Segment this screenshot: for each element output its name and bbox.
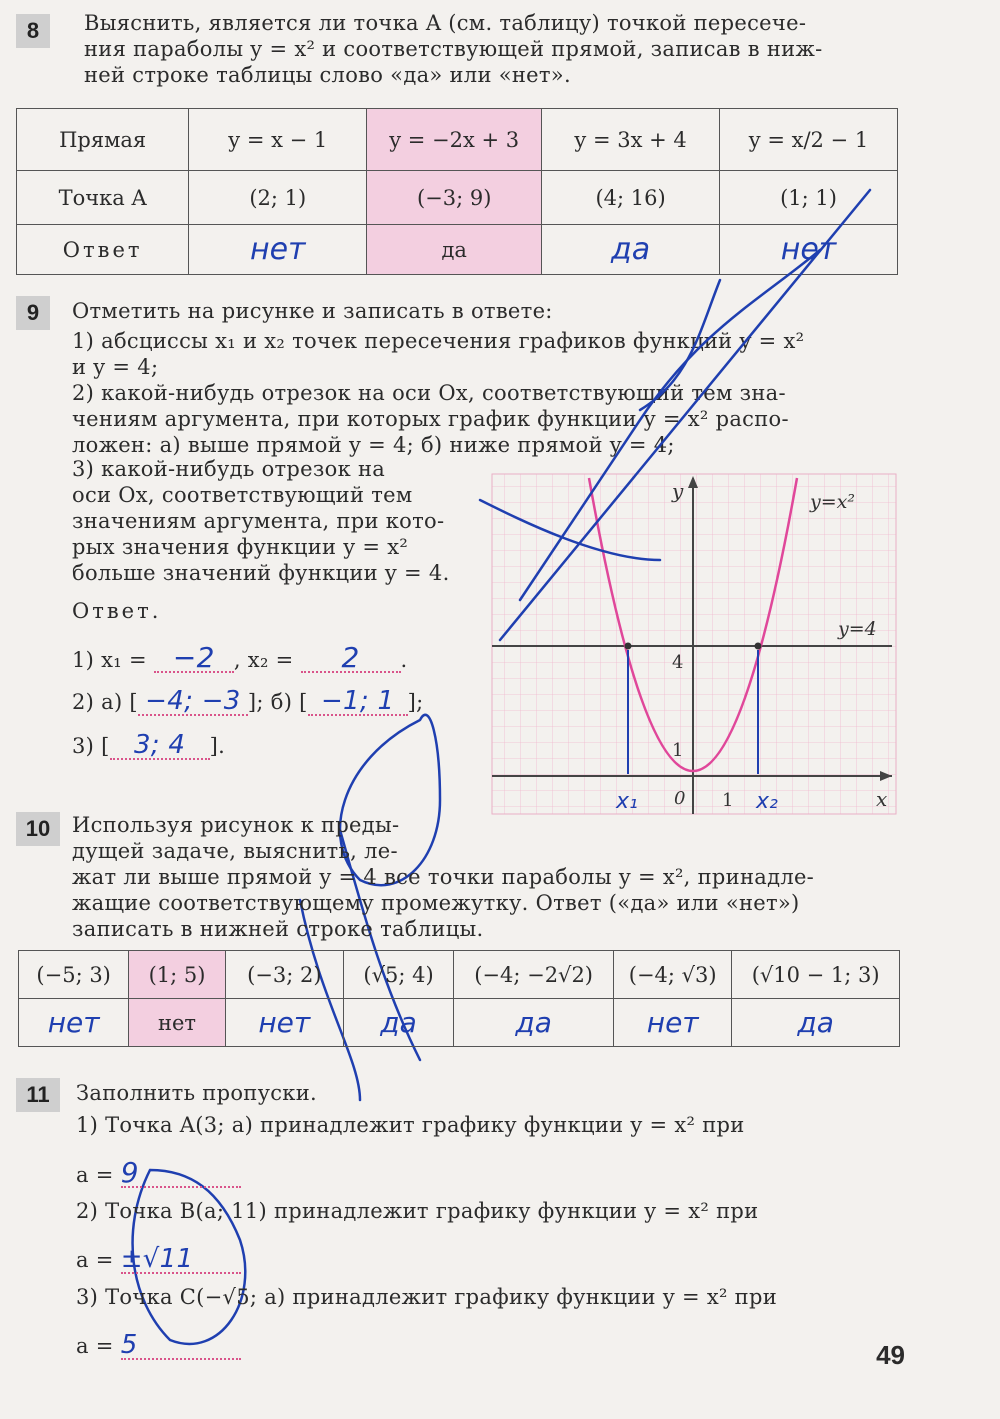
- answer-1: 1) x₁ = −2 , x₂ = 2 .: [72, 641, 408, 674]
- x2-field[interactable]: 2: [301, 645, 401, 673]
- parabola-label: y=x²: [810, 491, 855, 513]
- point-cell: (−4; −2√2): [454, 951, 614, 999]
- tick-0: 0: [674, 788, 686, 809]
- y-axis-label: y: [672, 479, 684, 503]
- task-9-item: ложен: а) выше прямой y = 4; б) ниже прямой y = 4;: [72, 433, 675, 457]
- x-axis-label: x: [876, 787, 888, 811]
- task-10-text-start: [72, 812, 402, 864]
- answer-cell: нет: [189, 225, 367, 275]
- task-11-item-3: 3) Точка C(−√5; a) принадлежит графику функции y = x² при: [76, 1285, 778, 1309]
- row-label: Точка A: [17, 171, 189, 225]
- point-cell: (−3; 9): [367, 171, 542, 225]
- point-cell: (1; 5): [129, 951, 225, 999]
- task-10-number: 10: [16, 812, 60, 846]
- point-cell: (−4; √3): [614, 951, 732, 999]
- task-9-number: 9: [16, 296, 50, 330]
- answer-3-field[interactable]: 5: [121, 1332, 241, 1360]
- task-10-line: Используя рисунок к преды-: [72, 813, 400, 837]
- pen-stroke: [500, 190, 870, 640]
- answer-cell: да: [732, 999, 900, 1047]
- hand-x1: x₁: [616, 789, 638, 814]
- task-10-line: жат ли выше прямой y = 4 все точки параболы y = x², принадле-: [72, 865, 815, 889]
- point-cell: (2; 1): [189, 171, 367, 225]
- point-cell: (1; 1): [720, 171, 898, 225]
- task-10-text-rest: [72, 864, 902, 942]
- point-cell: (√10 − 1; 3): [732, 951, 900, 999]
- a-label: a =: [76, 1163, 114, 1187]
- point-cell: (−3; 2): [225, 951, 343, 999]
- hand-x2: x₂: [756, 789, 778, 814]
- tick-1x: 1: [722, 790, 734, 811]
- answer-cell: да: [343, 999, 453, 1047]
- task-9-item3-line: рых значения функции y = x²: [72, 535, 409, 559]
- task-11-intro: Заполнить пропуски.: [76, 1081, 317, 1105]
- answer-cell: нет: [614, 999, 732, 1047]
- task-10-table: [18, 950, 900, 1047]
- tick-1: 1: [672, 740, 684, 761]
- x1-field[interactable]: −2: [154, 645, 234, 673]
- point-cell: (4; 16): [542, 171, 720, 225]
- answer-3-end: ].: [209, 734, 226, 758]
- pen-stroke: [480, 500, 660, 560]
- header-cell: Прямая: [17, 109, 189, 171]
- answer-2-prefix: 2) а) [: [72, 690, 138, 714]
- answer-2-mid: ]; б) [: [247, 690, 308, 714]
- task-9-item: и y = 4;: [72, 355, 159, 379]
- segment-3-field[interactable]: 3; 4: [110, 732, 210, 760]
- task-11-answer-2: [76, 1246, 241, 1274]
- segment-a-field[interactable]: −4; −3: [138, 688, 248, 716]
- answer-cell: нет: [129, 999, 225, 1047]
- task-10-line: жащие соответствующему промежутку. Ответ («да» или «нет»): [72, 891, 800, 915]
- task-10-line: записать в нижней строке таблицы.: [72, 917, 484, 941]
- task-9-item3-line: оси Ox, соответствующий тем: [72, 483, 413, 507]
- answer-cell: да: [454, 999, 614, 1047]
- task-9-item: 2) какой-нибудь отрезок на оси Ox, соответствующий тем зна-: [72, 381, 786, 405]
- task-11-item-1: 1) Точка A(3; a) принадлежит графику функции y = x² при: [76, 1113, 745, 1137]
- answer-cell: нет: [720, 225, 898, 275]
- segment-b-field[interactable]: −1; 1: [308, 688, 408, 716]
- task-8-line: ния параболы y = x² и соответствующей прямой, записав в ниж-: [84, 37, 823, 61]
- task-9-intro: Отметить на рисунке и записать в ответе:: [72, 299, 553, 323]
- task-11-number: 11: [16, 1078, 60, 1112]
- header-cell: y = 3x + 4: [542, 109, 720, 171]
- answer-2-field[interactable]: ±√11: [121, 1246, 241, 1274]
- answer-1-mid: , x₂ =: [233, 648, 294, 672]
- task-8-number: 8: [16, 14, 50, 48]
- task-9-item: чениям аргумента, при которых график функции y = x² распо-: [72, 407, 789, 431]
- answer-2-end: ];: [407, 690, 424, 714]
- task-10-line: дущей задаче, выяснить, ле-: [72, 839, 398, 863]
- line-label: y=4: [838, 618, 877, 640]
- a-label: a =: [76, 1248, 114, 1272]
- header-cell: y = x/2 − 1: [720, 109, 898, 171]
- row-label: Ответ: [17, 225, 189, 275]
- page-number: 49: [876, 1340, 905, 1370]
- answer-1-field[interactable]: 9: [121, 1160, 241, 1188]
- task-9-item3-line: значениям аргумента, при кото-: [72, 509, 445, 533]
- point-cell: (√5; 4): [343, 951, 453, 999]
- task-11-answer-1: [76, 1156, 241, 1189]
- task-9-item3-line: больше значений функции y = 4.: [72, 561, 450, 585]
- task-9-item3-line: 3) какой-нибудь отрезок на: [72, 457, 386, 481]
- header-cell: y = x − 1: [189, 109, 367, 171]
- pen-stroke: [520, 250, 820, 600]
- answer-1-prefix: 1) x₁ =: [72, 648, 147, 672]
- point-cell: (−5; 3): [19, 951, 129, 999]
- header-cell: y = −2x + 3: [367, 109, 542, 171]
- answer-cell: нет: [19, 999, 129, 1047]
- task-11-answer-3: [76, 1332, 241, 1360]
- task-11-item-2: 2) Точка B(a; 11) принадлежит графику функции y = x² при: [76, 1199, 759, 1223]
- task-8-line: Выяснить, является ли точка A (см. таблицу) точкой пересече-: [84, 11, 807, 35]
- answer-3-prefix: 3) [: [72, 734, 110, 758]
- pen-stroke: [640, 280, 720, 410]
- task-8-line: ней строке таблицы слово «да» или «нет».: [84, 63, 571, 87]
- a-label: a =: [76, 1334, 114, 1358]
- answer-cell: нет: [225, 999, 343, 1047]
- answer-cell: да: [367, 225, 542, 275]
- answer-title: Ответ.: [72, 599, 162, 623]
- task-9-item: 1) абсциссы x₁ и x₂ точек пересечения графиков функций y = x²: [72, 329, 805, 353]
- answer-cell: да: [542, 225, 720, 275]
- tick-4: 4: [672, 652, 684, 673]
